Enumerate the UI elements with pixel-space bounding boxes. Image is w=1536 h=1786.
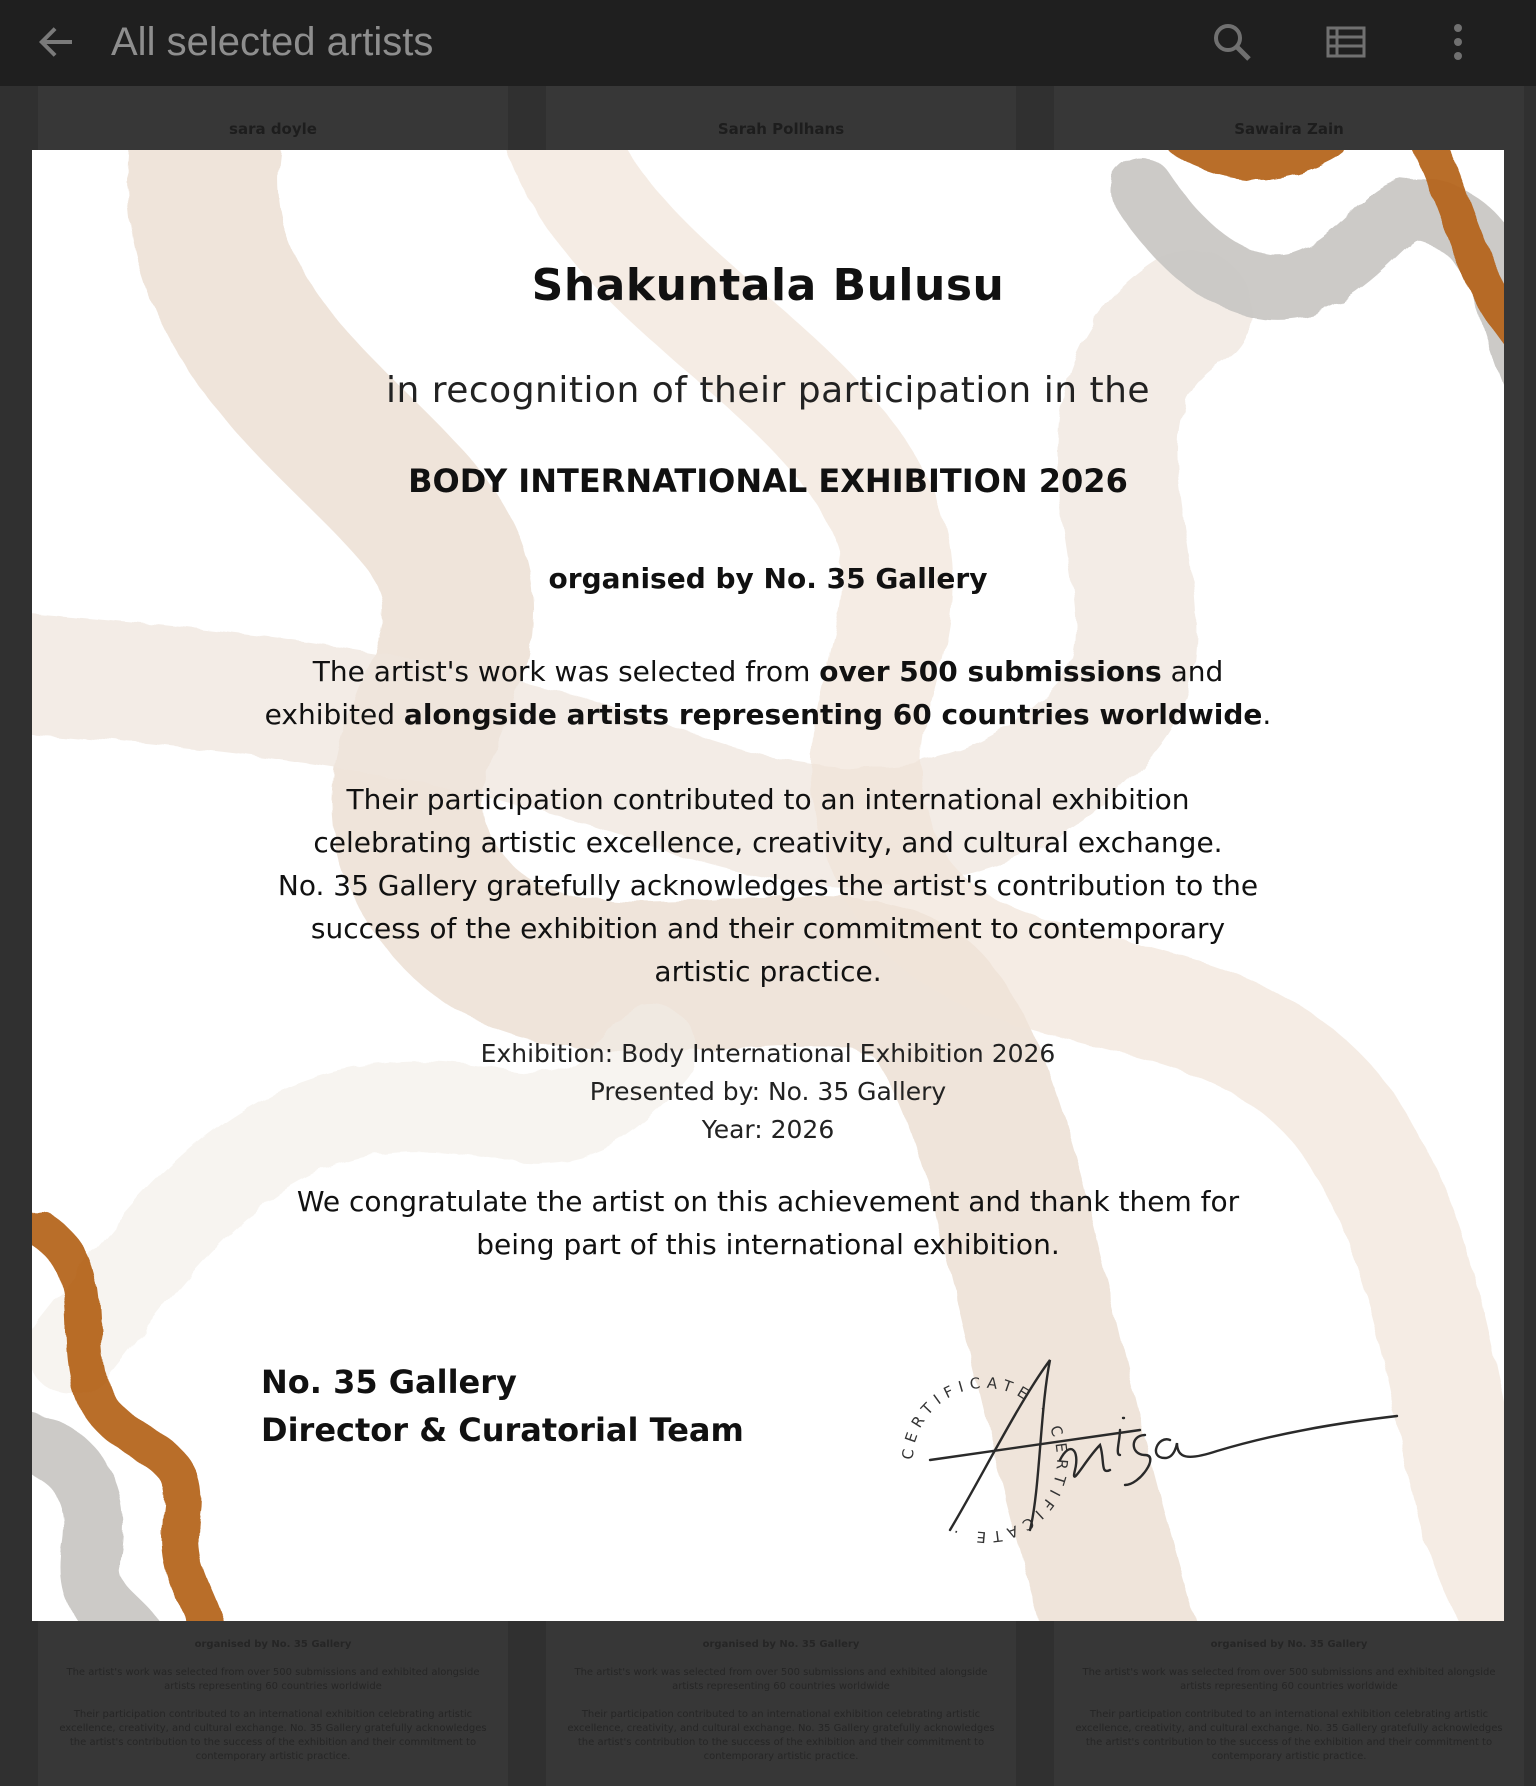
detail-year: Year: 2026 [701, 1115, 835, 1144]
page-title: All selected artists [111, 20, 434, 64]
congratulation-text: We congratulate the artist on this achievement and thank them for being part of this international exhibition. [296, 1185, 1240, 1261]
card-organised: organised by No. 35 Gallery [194, 1639, 352, 1650]
more-vert-icon[interactable] [1434, 18, 1482, 66]
selection-statement: The artist's work was selected from over 500 submissions and exhibited alongside artists representing 60 countries worldwide. [264, 655, 1272, 731]
certificate-seal-signature [890, 1340, 1410, 1570]
artist-name: Sawaira Zain [1234, 120, 1344, 138]
artist-name-heading: Shakuntala Bulusu [531, 260, 1005, 311]
card-selected: The artist's work was selected from over 500 submissions and exhibited alongside artists representing 60 countries worldwide [574, 1667, 988, 1692]
detail-exhibition: Exhibition: Body International Exhibition 2026 [480, 1039, 1056, 1068]
contribution-paragraph: Their participation contributed to an international exhibition celebrating artistic excellence, creativity, and cultural exchange. No. 35 Gallery gratefully acknowledges the artist's contribution to the success of the exhibition and their commitment to contemporary artistic practice. [277, 783, 1259, 988]
exhibition-title: BODY INTERNATIONAL EXHIBITION 2026 [408, 462, 1128, 500]
certificate-dialog [32, 150, 1504, 1621]
back-arrow-icon[interactable] [34, 20, 78, 64]
exhibition-details [32, 1035, 1504, 1149]
list-view-icon[interactable] [1322, 18, 1370, 66]
card-contribution: Their participation contributed to an international exhibition celebrating artistic excellence, creativity, and cultural exchange. No. 35 Gallery gratefully acknowledges the artist's contribution to the success of the exhibition and their commitment to contemporary artistic practice. [1075, 1709, 1503, 1762]
svg-text:CERTIFICATE · CERTIFICATE ·: CERTIFICATE · CERTIFICATE · [898, 1373, 1072, 1547]
artist-name: sara doyle [229, 120, 317, 138]
card-organised: organised by No. 35 Gallery [702, 1639, 860, 1650]
artist-name: Sarah Pollhans [717, 120, 845, 138]
signatory-gallery: No. 35 Gallery [261, 1363, 517, 1401]
card-selected: The artist's work was selected from over 500 submissions and exhibited alongside artists representing 60 countries worldwide [1082, 1667, 1496, 1692]
organiser-text: organised by No. 35 Gallery [548, 562, 988, 595]
card-contribution: Their participation contributed to an international exhibition celebrating artistic excellence, creativity, and cultural exchange. No. 35 Gallery gratefully acknowledges the artist's contribution to the success of the exhibition and their commitment to contemporary artistic practice. [59, 1709, 487, 1762]
signatory-team: Director & Curatorial Team [261, 1411, 744, 1449]
detail-presenter: Presented by: No. 35 Gallery [589, 1077, 947, 1106]
recognition-text: in recognition of their participation in the [385, 370, 1151, 411]
card-contribution: Their participation contributed to an international exhibition celebrating artistic excellence, creativity, and cultural exchange. No. 35 Gallery gratefully acknowledges the artist's contribution to the success of the exhibition and their commitment to contemporary artistic practice. [567, 1709, 995, 1762]
card-organised: organised by No. 35 Gallery [1210, 1639, 1368, 1650]
card-selected: The artist's work was selected from over 500 submissions and exhibited alongside artists representing 60 countries worldwide [66, 1667, 480, 1692]
app-bar [0, 0, 1536, 86]
search-icon[interactable] [1208, 18, 1256, 66]
signatory-block [261, 1358, 744, 1454]
